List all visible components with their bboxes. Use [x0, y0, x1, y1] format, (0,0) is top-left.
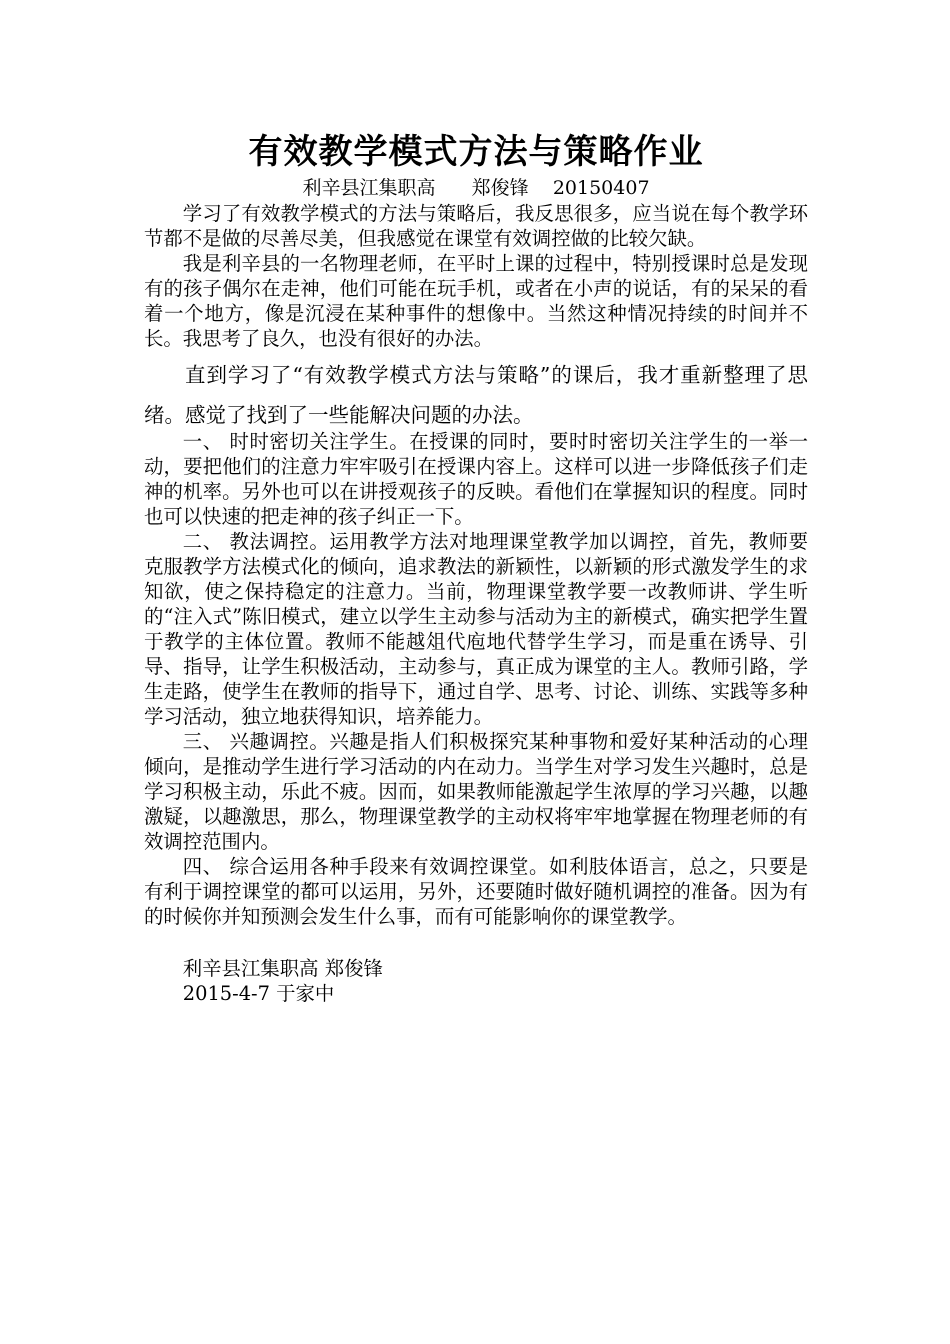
paragraph-background: 我是利辛县的一名物理老师，在平时上课的过程中，特别授课时总是发现有的孩子偶尔在走神，他们可能在玩手机，或者在小声的说话，有的呆呆的看着一个地方，像是沉浸在某种事件的想像中。当然这种情况持续的时间并不长。我思考了良久，也没有很好的办法。	[144, 252, 808, 350]
document-page	[144, 128, 808, 1006]
signature-date: 2015-4-7 于家中	[182, 982, 335, 1005]
document-title: 有效教学模式方法与策略作业	[248, 132, 704, 172]
signature-author: 利辛县江集职高 郑俊锋	[182, 957, 383, 980]
paragraph-point-three: 三、 兴趣调控。兴趣是指人们积极探究某种事物和爱好某种活动的心理倾向，是推动学生进行学习活动的内在动力。当学生对学习发生兴趣时，总是学习积极主动，乐此不疲。因而，如果教师能激起学生浓厚的学习兴趣，以趣激疑，以趣激思，那么，物理课堂教学的主动权将牢牢地掌握在物理老师的有效调控范围内。	[144, 730, 808, 853]
paragraph-turning-point: 直到学习了“有效教学模式方法与策略”的课后，我才重新整理了思绪。感觉了找到了一些能解决问题的办法。	[144, 363, 808, 427]
paragraph-point-two: 二、 教法调控。运用教学方法对地理课堂教学加以调控，首先，教师要克服教学方法模式化的倾向，追求教法的新颖性，以新颖的形式激发学生的求知欲，使之保持稳定的注意力。当前，物理课堂教学要一改教师讲、学生听的“注入式”陈旧模式，建立以学生主动参与活动为主的新模式，确实把学生置于教学的主体位置。教师不能越俎代庖地代替学生学习，而是重在诱导、引导、指导，让学生积极活动，主动参与，真正成为课堂的主人。教师引路，学生走路，使学生在教师的指导下，通过自学、思考、讨论、训练、实践等多种学习活动，独立地获得知识，培养能力。	[144, 530, 808, 728]
paragraph-intro: 学习了有效教学模式的方法与策略后，我反思很多，应当说在每个教学环节都不是做的尽善尽美，但我感觉在课堂有效调控做的比较欠缺。	[144, 202, 808, 250]
paragraph-point-four: 四、 综合运用各种手段来有效调控课堂。如利肢体语言，总之，只要是有利于调控课堂的都可以运用，另外，还要随时做好随机调控的准备。因为有的时候你并知预测会发生什么事，而有可能影响你的课堂教学。	[144, 855, 808, 928]
paragraph-point-one: 一、 时时密切关注学生。在授课的同时，要时时密切关注学生的一举一动，要把他们的注意力牢牢吸引在授课内容上。这样可以进一步降低孩子们走神的机率。另外也可以在讲授观孩子的反映。看他们在掌握知识的程度。同时也可以快速的把走神的孩子纠正一下。	[144, 430, 808, 528]
author-byline: 利辛县江集职高 郑俊锋 20150407	[302, 177, 650, 199]
